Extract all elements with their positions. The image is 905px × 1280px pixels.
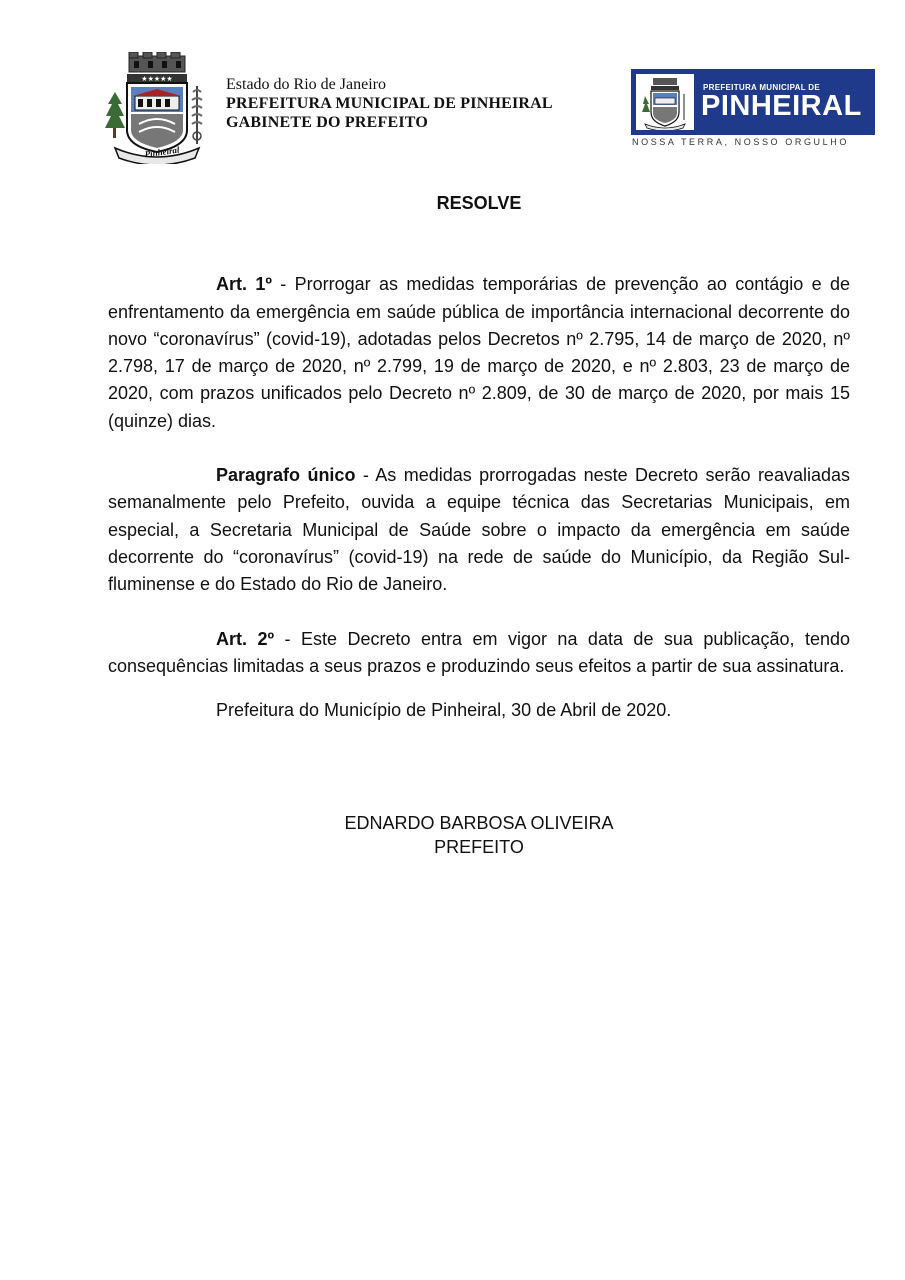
office-name: GABINETE DO PREFEITO [226,114,428,131]
state-name: Estado do Rio de Janeiro [226,76,386,93]
sole-paragraph [108,462,850,598]
signatory-role: PREFEITO [434,837,524,858]
signatory-name: EDNARDO BARBOSA OLIVEIRA [344,813,614,834]
sole-paragraph-label: Paragrafo único [216,465,356,486]
svg-text:★★★★★: ★★★★★ [141,75,173,83]
brand-big-text: PINHEIRAL [701,90,862,122]
brand-crest-icon [641,76,689,130]
document-title: RESOLVE [436,193,522,213]
article-2-text: - Este Decreto entra em vigor na data de sua publicação, tendo consequências limitadas a seus prazos e produzindo seus efeitos a partir de sua assinatura. [108,628,850,676]
article-1 [108,271,850,435]
letterhead-text [226,75,553,132]
document-body [108,190,850,859]
brand-small-text: PREFEITURA MUNICIPAL DE [703,83,820,92]
brand-slogan: NOSSA TERRA, NOSSO ORGULHO [632,137,849,147]
article-1-label: Art. 1º [216,274,272,295]
sole-paragraph-text: - As medidas prorrogadas neste Decreto serão reavaliadas semanalmente pelo Prefeito, ouvida a equipe técnica das Secretarias Municipais, em especial, a Secretaria Municipal de Saúde sobre o impacto da emergência em saúde decorrente do “coronavírus” (covid-19) na rede de saúde do Município, da Região Sul-fluminense e do Estado do Rio de Janeiro. [108,465,850,595]
article-2 [108,626,850,681]
article-1-text: - Prorrogar as medidas temporárias de prevenção ao contágio e de enfrentamento da emergência em saúde pública de importância internacional decorrente do novo “coronavírus” (covid-19), adotadas pelos Decretos nº 2.795, 14 de março de 2020, nº 2.798, 17 de março de 2020, nº 2.799, 19 de março de 2020, e nº 2.803, 23 de março de 2020, com prazos unificados pelo Decreto nº 2.809, de 30 de março de 2020, por mais 15 (quinze) dias. [108,274,850,431]
letterhead [0,0,905,170]
closing-date-line: Prefeitura do Município de Pinheiral, 30 de Abril de 2020. [216,700,672,721]
municipality-brand-logo [631,69,875,149]
article-2-label: Art. 2º [216,628,275,649]
signature-block [108,811,850,859]
coat-of-arms-ribbon-text: Pinheiral [143,144,181,160]
brand-box [631,69,875,135]
municipality-name: PREFEITURA MUNICIPAL DE PINHEIRAL [226,95,553,112]
